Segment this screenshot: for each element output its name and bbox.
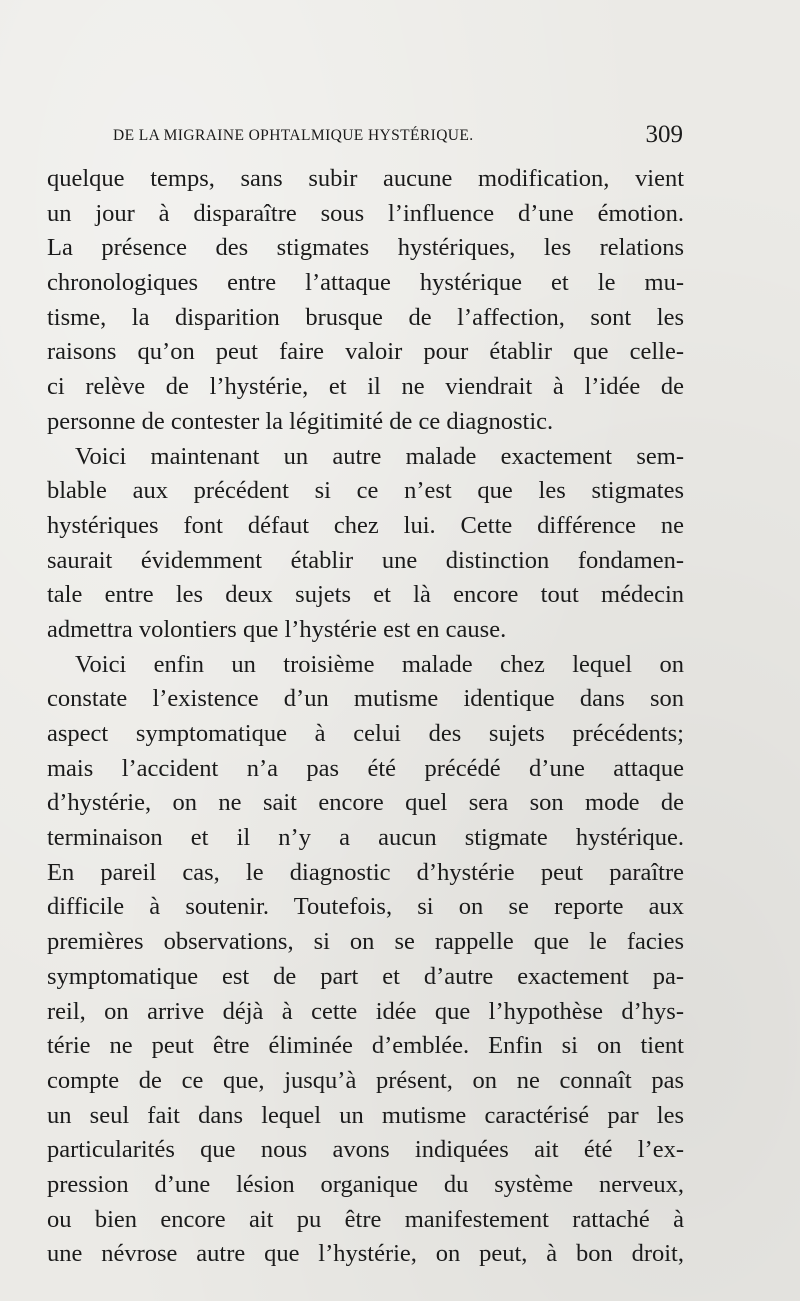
text-line: admettra volontiers que l’hystérie est en cause. xyxy=(47,615,507,643)
text-line: quelque temps, sans subir aucune modification, vient xyxy=(47,165,684,192)
text-line: hystériques font défaut chez lui. Cette différence ne xyxy=(47,511,684,539)
text-line: saurait évidemment établir une distinction fondamen- xyxy=(47,546,684,574)
text-line: symptomatique est de part et d’autre exactement pa- xyxy=(47,962,684,990)
text-line: premières observations, si on se rappelle que le facies xyxy=(47,928,684,956)
text-line: personne de contester la légitimité de ce diagnostic. xyxy=(47,407,554,435)
text-line: difficile à soutenir. Toutefois, si on se reporte aux xyxy=(47,893,684,921)
running-title: DE LA MIGRAINE OPHTALMIQUE HYSTÉRIQUE. xyxy=(113,127,474,144)
text-line: La présence des stigmates hystériques, les relations xyxy=(47,234,684,262)
text-line: blable aux précédent si ce n’est que les stigmates xyxy=(47,477,684,505)
text-line: constate l’existence d’un mutisme identique dans son xyxy=(47,685,684,713)
text-line: particularités que nous avons indiquées ait été l’ex- xyxy=(47,1136,684,1164)
text-line: Voici enfin un troisième malade chez lequel on xyxy=(75,650,684,678)
text-line: terminaison et il n’y a aucun stigmate hystérique. xyxy=(47,824,684,852)
text-line: ou bien encore ait pu être manifestement rattaché à xyxy=(47,1205,684,1233)
text-line: tale entre les deux sujets et là encore tout médecin xyxy=(47,581,684,609)
text-line: mais l’accident n’a pas été précédé d’une attaque xyxy=(47,754,684,782)
text-line: En pareil cas, le diagnostic d’hystérie peut paraître xyxy=(47,858,684,886)
text-line: raisons qu’on peut faire valoir pour établir que celle- xyxy=(47,338,684,366)
text-line: aspect symptomatique à celui des sujets précédents; xyxy=(47,720,684,747)
page-number: 309 xyxy=(645,121,683,148)
text-line: tisme, la disparition brusque de l’affection, sont les xyxy=(47,303,684,331)
running-head xyxy=(113,121,683,151)
body-text xyxy=(47,162,684,1272)
text-line: compte de ce que, jusqu’à présent, on ne connaît pas xyxy=(47,1066,684,1094)
text-line: chronologiques entre l’attaque hystérique et le mu- xyxy=(47,269,684,297)
text-line: d’hystérie, on ne sait encore quel sera son mode de xyxy=(47,789,684,817)
text-line: un jour à disparaître sous l’influence d’une émotion. xyxy=(47,199,684,227)
text-line: pression d’une lésion organique du système nerveux, xyxy=(47,1170,684,1198)
text-line: une névrose autre que l’hystérie, on peut, à bon droit, xyxy=(47,1240,684,1268)
text-line: reil, on arrive déjà à cette idée que l’hypothèse d’hys- xyxy=(47,997,684,1025)
text-line: un seul fait dans lequel un mutisme caractérisé par les xyxy=(47,1101,684,1129)
text-line: ci relève de l’hystérie, et il ne viendrait à l’idée de xyxy=(47,373,684,401)
text-line: térie ne peut être éliminée d’emblée. Enfin si on tient xyxy=(47,1032,684,1060)
text-line: Voici maintenant un autre malade exactement sem- xyxy=(75,442,684,470)
